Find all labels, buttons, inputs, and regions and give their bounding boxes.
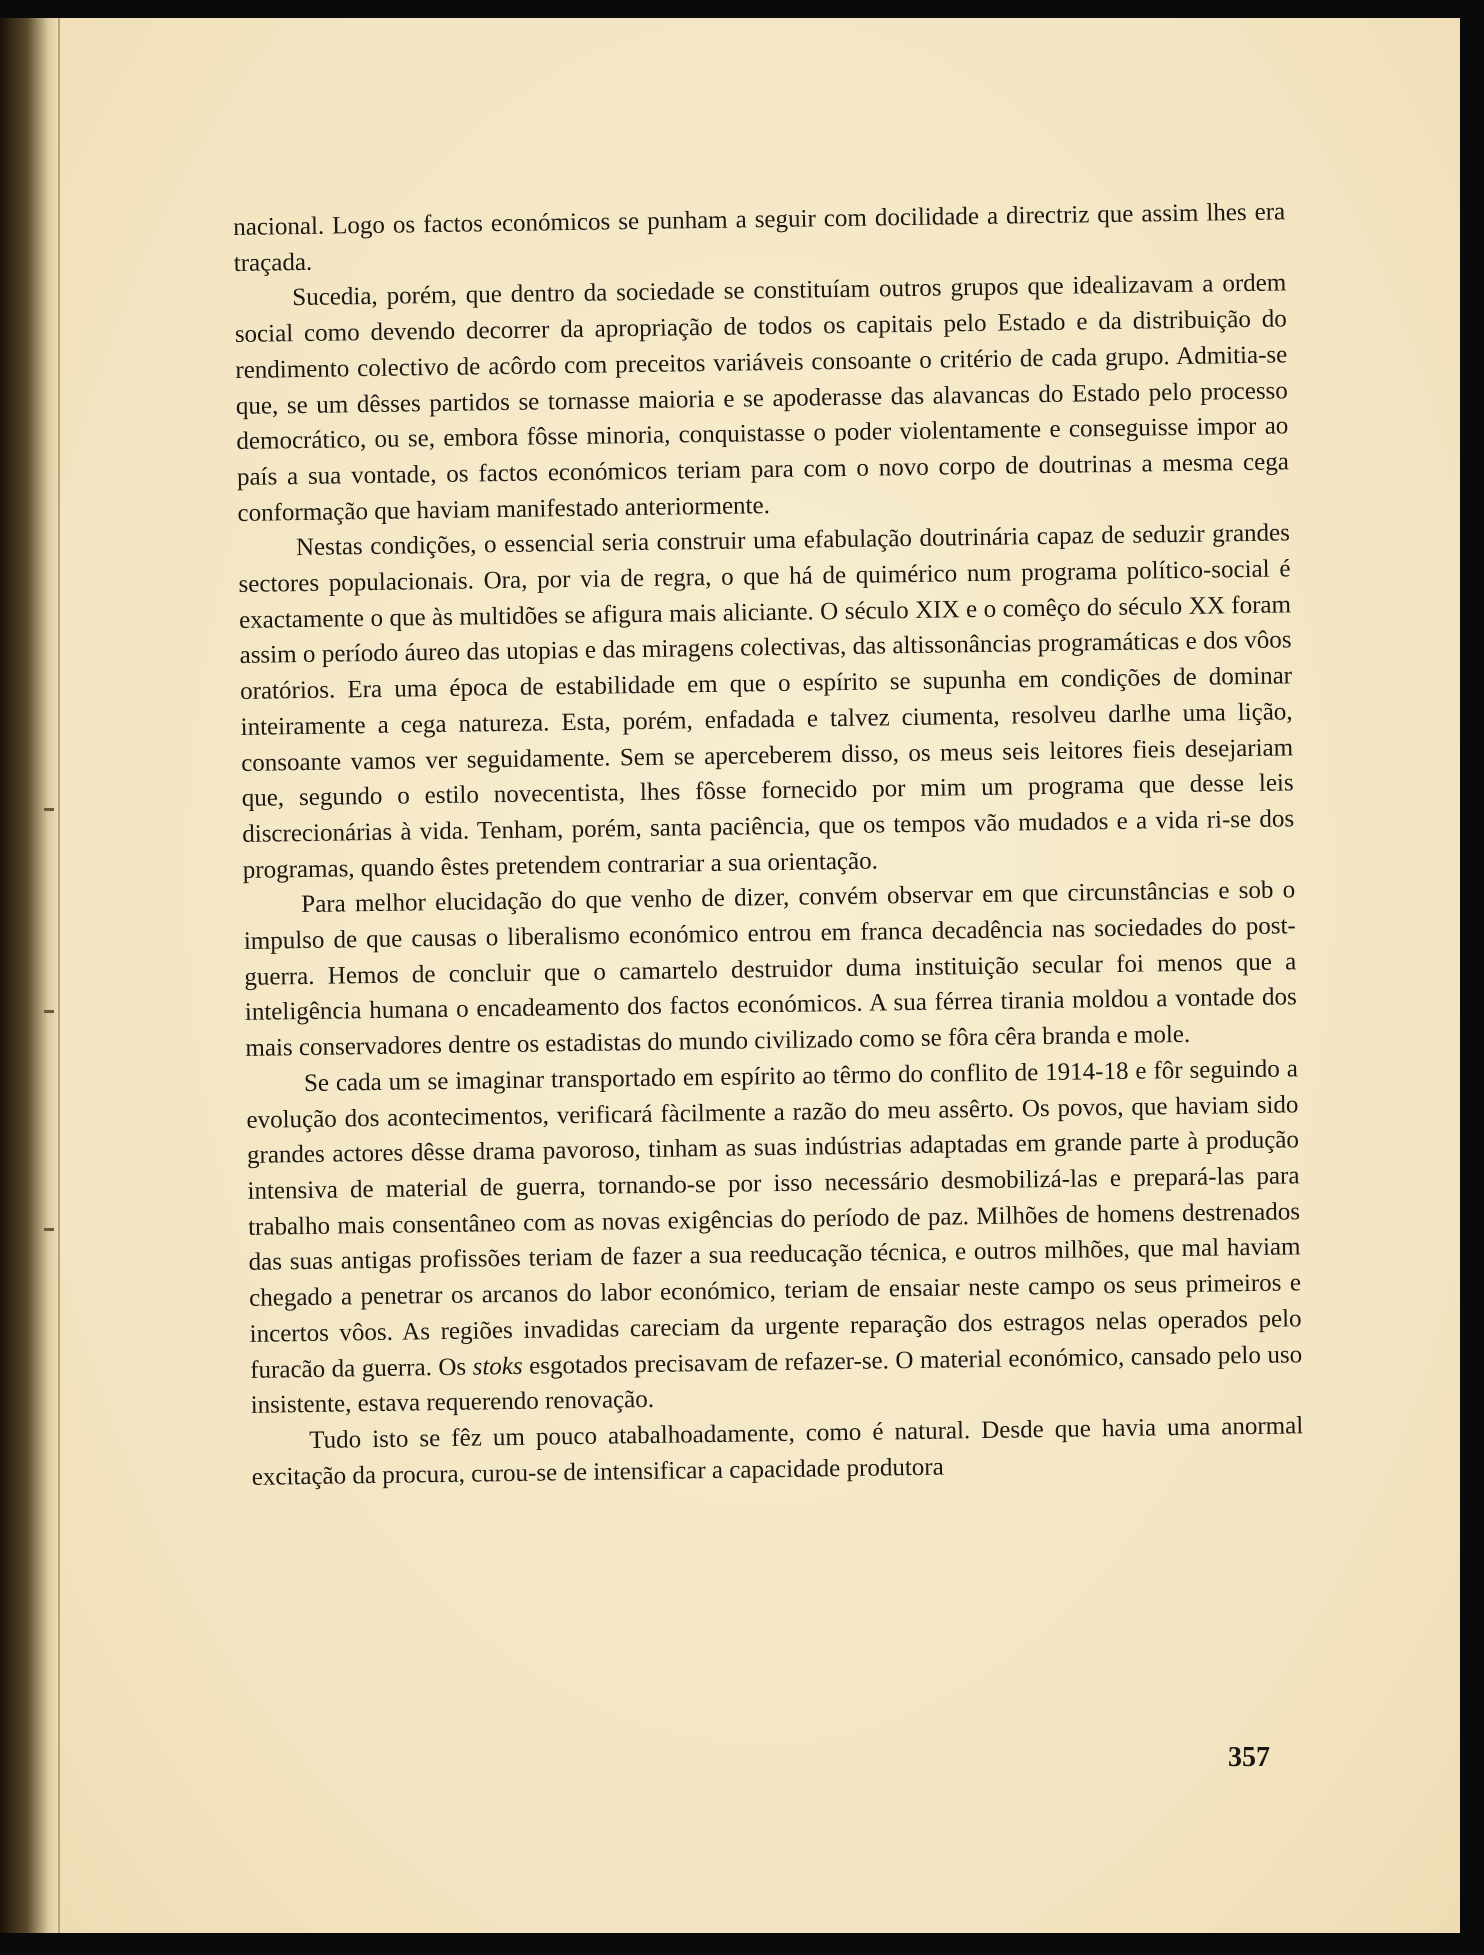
- margin-mark: [44, 1010, 54, 1013]
- book-binding: [0, 18, 60, 1933]
- paragraph-text: nacional. Logo os factos económicos se punham a seguir com docilidade a directriz que assim lhes era traçada.: [233, 198, 1286, 277]
- paragraph: [243, 873, 1298, 1067]
- margin-mark: [44, 808, 54, 811]
- paragraph-text: Sucedia, porém, que dentro da sociedade se constituíam outros grupos que idealizavam a ordem social como devendo decorrer da apropriação de todos os capitais pelo Estado e da distribuição do rendimento colectivo de acôrdo com preceitos variáveis consoante o critério de cada grupo. Admitia-se que, se um dêsses partidos se tornasse maioria e se apoderasse das alavancas do Estado pelo processo democrático, ou se, embora fôsse minoria, conquistasse o poder violentamente e conseguisse impor ao país a sua vontade, os factos económicos teriam para com o novo corpo de doutrinas a mesma cega conformação que haviam manifestado anteriormente.: [234, 269, 1290, 527]
- paragraph-text: esgotados precisavam de refazer-se. O material económico, cansado pelo uso insistente, estava requerendo renovação.: [250, 1340, 1303, 1420]
- paragraph-text: Nestas condições, o essencial seria construir uma efabulação doutrinária capaz de seduzir grandes sectores populacionais. Ora, por via de regra, o que há de quimérico num programa político-social é exactamente o que às multidões se afigura mais aliciante. O século XIX e o comêço do século XX foram assim o período áureo das utopias e das miragens colectivas, das altissonâncias programáticas e dos vôos oratórios. Era uma época de estabilidade em que o espírito se supunha em condições de dominar inteiramente a cega natureza. Esta, porém, enfadada e talvez ciumenta, resolveu darlhe uma lição, consoante vamos ver seguidamente. Sem se aperceberem disso, os meus seis leitores fieis desejariam que, segundo o estilo novecentista, lhes fôsse fornecido por mim um programa que desse leis discrecionárias à vida. Tenham, porém, santa paciência, que os tempos vão mudados e a vida ri-se dos programas, quando êstes pretendem contrariar a sua orientação.: [238, 519, 1295, 884]
- italic-term: stoks: [472, 1352, 523, 1381]
- page-number: 357: [1228, 1742, 1270, 1773]
- paragraph: [234, 266, 1290, 532]
- paragraph-text: Para melhor elucidação do que venho de dizer, convém observar em que circunstâncias e sob o impulso de que causas o liberalismo económico entrou em franca decadência nas sociedades do post-guerra. Hemos de concluir que o camartelo destruidor duma instituição secular foi menos que a inteligência humana o encadeamento dos factos económicos. A sua férrea tirania moldou a vontade dos mais conservadores dentre os estadistas do mundo civilizado como se fôra cêra branda e mole.: [243, 876, 1297, 1063]
- paragraph-text: Se cada um se imaginar transportado em espírito ao têrmo do conflito de 1914-18 e fôr seguindo a evolução dos acontecimentos, verificará fàcilmente a razão do meu assêrto. Os povos, que haviam sido grandes actores dêsse drama pavoroso, tinham as suas indústrias adaptadas em grande parte à produção intensiva de material de guerra, tornando-se por isso necessário desmobilizá-las e prepará-las para trabalho mais consentâneo com as novas exigências do período de paz. Milhões de homens destrenados das suas antigas profissões teriam de fazer a sua reeducação técnica, e outros milhões, que mal haviam chegado a penetrar os arcanos do labor económico, teriam de ensaiar neste campo os seus primeiros e incertos vôos. As regiões invadidas careciam da urgente reparação dos estragos nelas operados pelo furacão da guerra. Os: [246, 1055, 1302, 1384]
- paragraph: [238, 516, 1295, 889]
- paragraph: [246, 1051, 1303, 1424]
- paragraph-text: Tudo isto se fêz um pouco atabalhoadamente, como é natural. Desde que havia uma anormal excitação da procura, curou-se de intensificar a capacidade produtora: [251, 1412, 1304, 1491]
- body-text: [233, 194, 1304, 1495]
- margin-mark: [44, 1228, 54, 1231]
